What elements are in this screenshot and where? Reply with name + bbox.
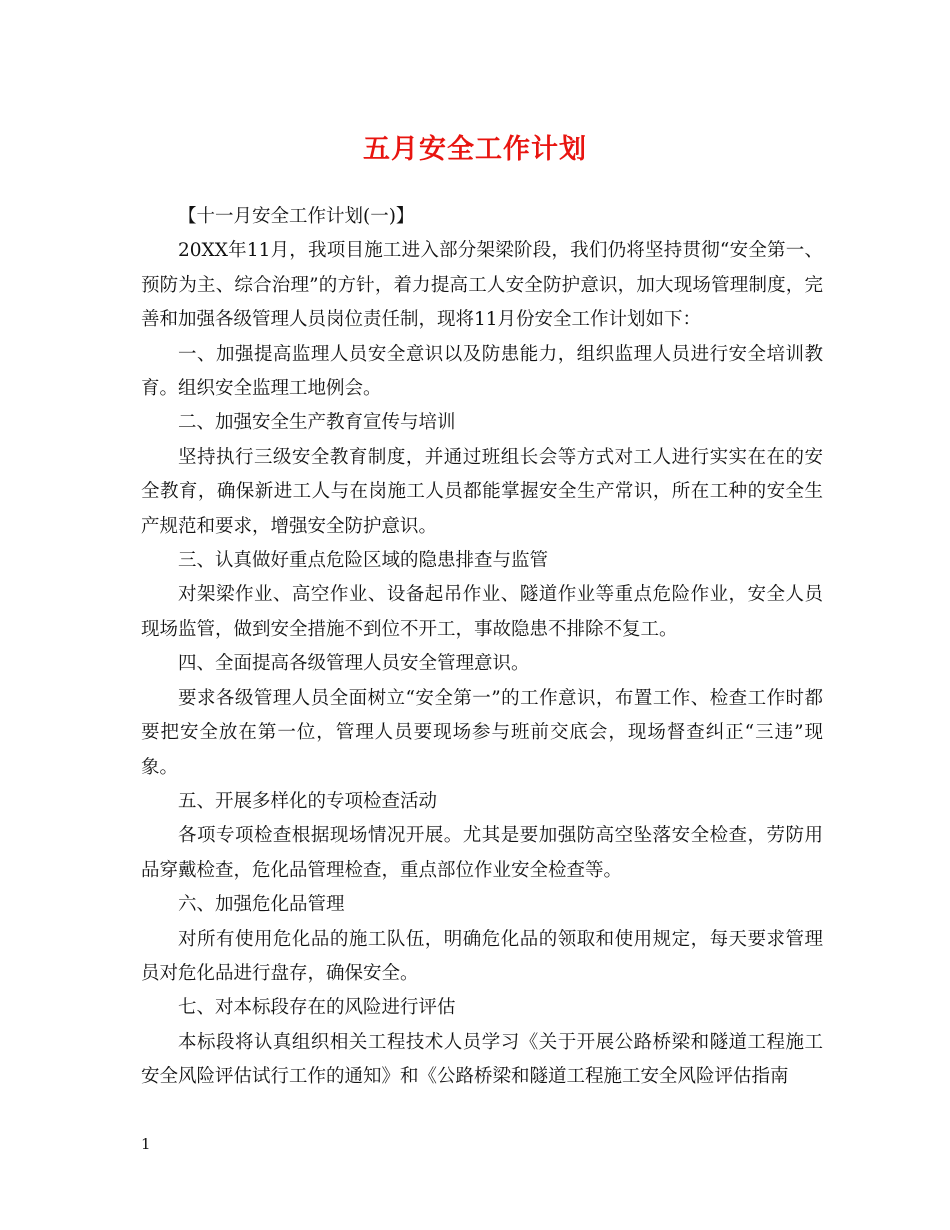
item-2-paragraph: 坚持执行三级安全教育制度，并通过班组长会等方式对工人进行实实在在的安全教育，确保新进工人与在岗施工人员都能掌握安全生产常识，所在工种的安全生产规范和要求，增强安全防护意识。 — [141, 446, 823, 537]
intro-paragraph: 20XX年11月，我项目施工进入部分架梁阶段，我们仍将坚持贯彻“安全第一、预防为主、综合治理”的方针，着力提高工人安全防护意识，加大现场管理制度，完善和加强各级管理人员岗位责任制，现将11月份安全工作计划如下： — [141, 240, 823, 331]
item-6-heading: 六、加强危化品管理 — [178, 894, 345, 916]
item-4-paragraph: 要求各级管理人员全面树立“安全第一”的工作意识，布置工作、检查工作时都要把安全放在第一位，管理人员要现场参与班前交底会，现场督查纠正“三违”现象。 — [141, 687, 823, 778]
item-7-paragraph: 本标段将认真组织相关工程技术人员学习《关于开展公路桥梁和隧道工程施工安全风险评估试行工作的通知》和《公路桥梁和隧道工程施工安全风险评估指南 — [141, 1031, 823, 1088]
page-number: 1 — [141, 1135, 151, 1153]
item-3-heading: 三、认真做好重点危险区域的隐患排查与监管 — [178, 550, 549, 572]
item-1-paragraph: 一、加强提高监理人员安全意识以及防患能力，组织监理人员进行安全培训教育。组织安全监理工地例会。 — [141, 343, 823, 400]
item-5-heading: 五、开展多样化的专项检查活动 — [178, 790, 438, 812]
item-5-paragraph: 各项专项检查根据现场情况开展。尤其是要加强防高空坠落安全检查，劳防用品穿戴检查，危化品管理检查，重点部位作业安全检查等。 — [141, 825, 823, 881]
item-6-paragraph: 对所有使用危化品的施工队伍，明确危化品的领取和使用规定，每天要求管理员对危化品进行盘存，确保安全。 — [141, 928, 823, 984]
document-body — [141, 200, 823, 1095]
item-3-paragraph: 对架梁作业、高空作业、设备起吊作业、隧道作业等重点危险作业，安全人员现场监管，做到安全措施不到位不开工，事故隐患不排除不复工。 — [141, 584, 823, 640]
document-title: 五月安全工作计划 — [363, 134, 587, 165]
item-4-heading: 四、全面提高各级管理人员安全管理意识。 — [178, 653, 530, 675]
item-7-heading: 七、对本标段存在的风险进行评估 — [178, 997, 456, 1019]
item-2-heading: 二、加强安全生产教育宣传与培训 — [178, 412, 456, 434]
section-heading-plan: 【十一月安全工作计划(一)】 — [178, 206, 415, 227]
